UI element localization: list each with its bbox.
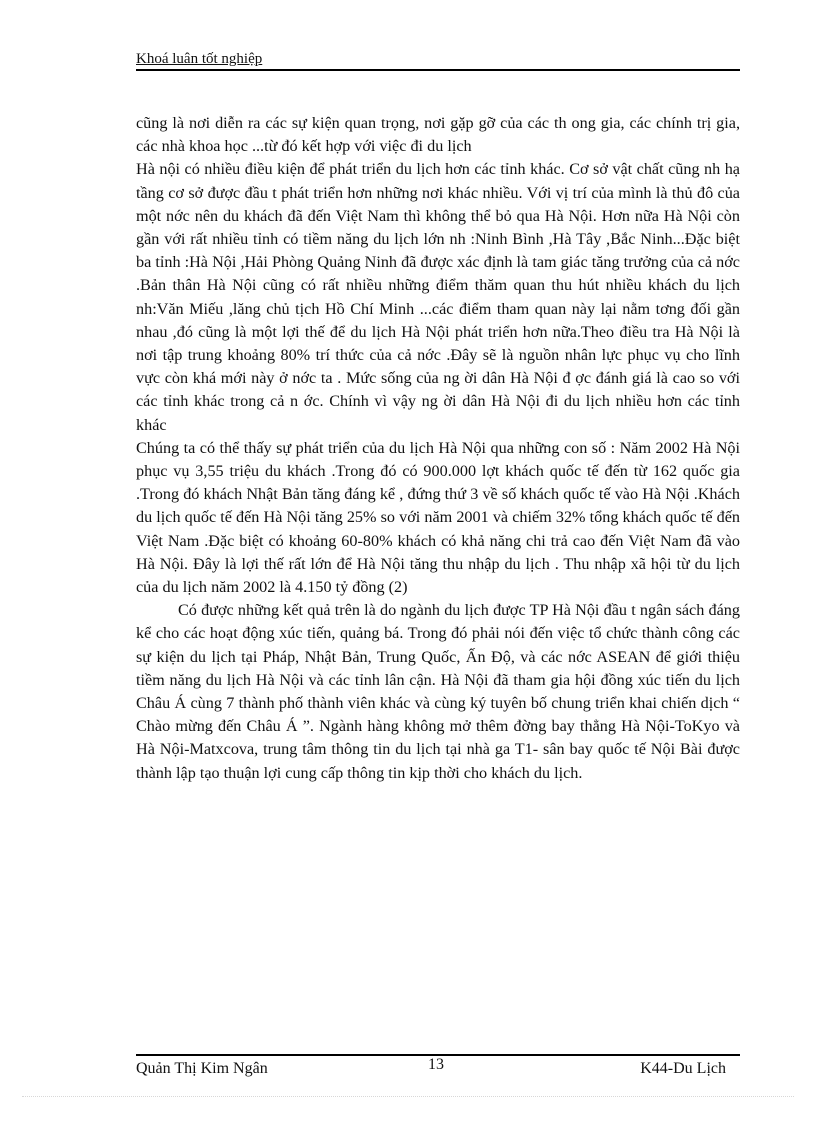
- document-body: [136, 112, 740, 785]
- paragraph-3: Chúng ta có thể thấy sự phát triển của du lịch Hà Nội qua những con số : Năm 2002 Hà Nội phục vụ 3,55 triệu du khách .Trong đó có 900.000 lợt khách quốc tế đến từ 162 quốc gia .Trong đó khách Nhật Bản tăng đáng kể , đứng thứ 3 về số khách quốc tế vào Hà Nội .Khách du lịch quốc tế đến Hà Nội tăng 25% so với năm 2001 và chiếm 32% tổng khách quốc tế đến Việt Nam .Đặc biệt có khoảng 60-80% khách có khả năng chi trả cao đến Việt Nam đã vào Hà Nội. Đây là lợi thế rất lớn để Hà Nội tăng thu nhập du lịch . Thu nhập xã hội từ du lịch của du lịch năm 2002 là 4.150 tỷ đồng (2): [136, 438, 740, 597]
- page-bottom-border: [22, 1096, 794, 1097]
- paragraph-2: Hà nội có nhiều điều kiện để phát triển du lịch hơn các tỉnh khác. Cơ sở vật chất cũng nh hạ tầng cơ sở được đầu t phát triển hơn những nơi khác nhiều. Với vị trí của mình là thủ đô của một nớc nên du khách đã đến Việt Nam thì không thể bỏ qua Hà Nội. Hơn nữa Hà Nội còn gần với rất nhiều tỉnh có tiềm năng du lịch lớn nh :Ninh Bình ,Hà Tây ,Bắc Ninh...Đặc biệt ba tỉnh :Hà Nội ,Hải Phòng Quảng Ninh đã được xác định là tam giác tăng trưởng của cả nớc .Bản thân Hà Nội cũng có rất nhiều những điểm thăm quan thu hút nhiều khách du lịch nh:Văn Miếu ,lăng chủ tịch Hồ Chí Minh ...các điểm tham quan này lại nằm tơng đối gần nhau ,đó cũng là một lợi thế để du lịch Hà Nội phát triển hơn nữa.Theo điều tra Hà Nội là nơi tập trung khoảng 80% trí thức của cả nớc .Đây sẽ là nguồn nhân lực phục vụ cho lĩnh vực còn khá mới này ở nớc ta . Mức sống của ng ời dân Hà Nội đ ợc đánh giá là cao so với các tỉnh khác trong cả n ớc. Chính vì vậy ng ời dân Hà Nội đi du lịch nhiều hơn các tỉnh khác: [136, 160, 740, 434]
- page-number: 13: [428, 1056, 444, 1073]
- footer-course: K44-Du Lịch: [640, 1060, 726, 1077]
- footer-author: Quản Thị Kim Ngân: [136, 1060, 268, 1077]
- paragraph-4: Có được những kết quả trên là do ngành du lịch được TP Hà Nội đầu t ngân sách đáng kể cho các hoạt động xúc tiến, quảng bá. Trong đó phải nói đến việc tổ chức thành công các sự kiện du lịch tại Pháp, Nhật Bản, Trung Quốc, Ấn Độ, và các nớc ASEAN để giới thiệu tiềm năng du lịch Hà Nội và các tỉnh lân cận. Hà Nội đã tham gia hội đồng xúc tiến du lịch Châu Á cùng 7 thành phố thành viên khác và cùng ký tuyên bố chung triển khai chiến dịch “ Chào mừng đến Châu Á ”. Ngành hàng không mở thêm đờng bay thẳng Hà Nội-ToKyo và Hà Nội-Matxcova, trung tâm thông tin du lịch tại nhà ga T1- sân bay quốc tế Nội Bài được thành lập tạo thuận lợi cung cấp thông tin kịp thời cho khách du lịch.: [136, 601, 740, 782]
- paragraph-1: cũng là nơi diễn ra các sự kiện quan trọng, nơi gặp gỡ của các th ong gia, các chính trị gia, các nhà khoa học ...từ đó kết hợp với việc đi du lịch: [136, 114, 740, 156]
- page-header: [136, 50, 740, 71]
- header-title: Khoá luân tốt nghiệp: [136, 51, 263, 67]
- page-footer: [136, 1058, 740, 1082]
